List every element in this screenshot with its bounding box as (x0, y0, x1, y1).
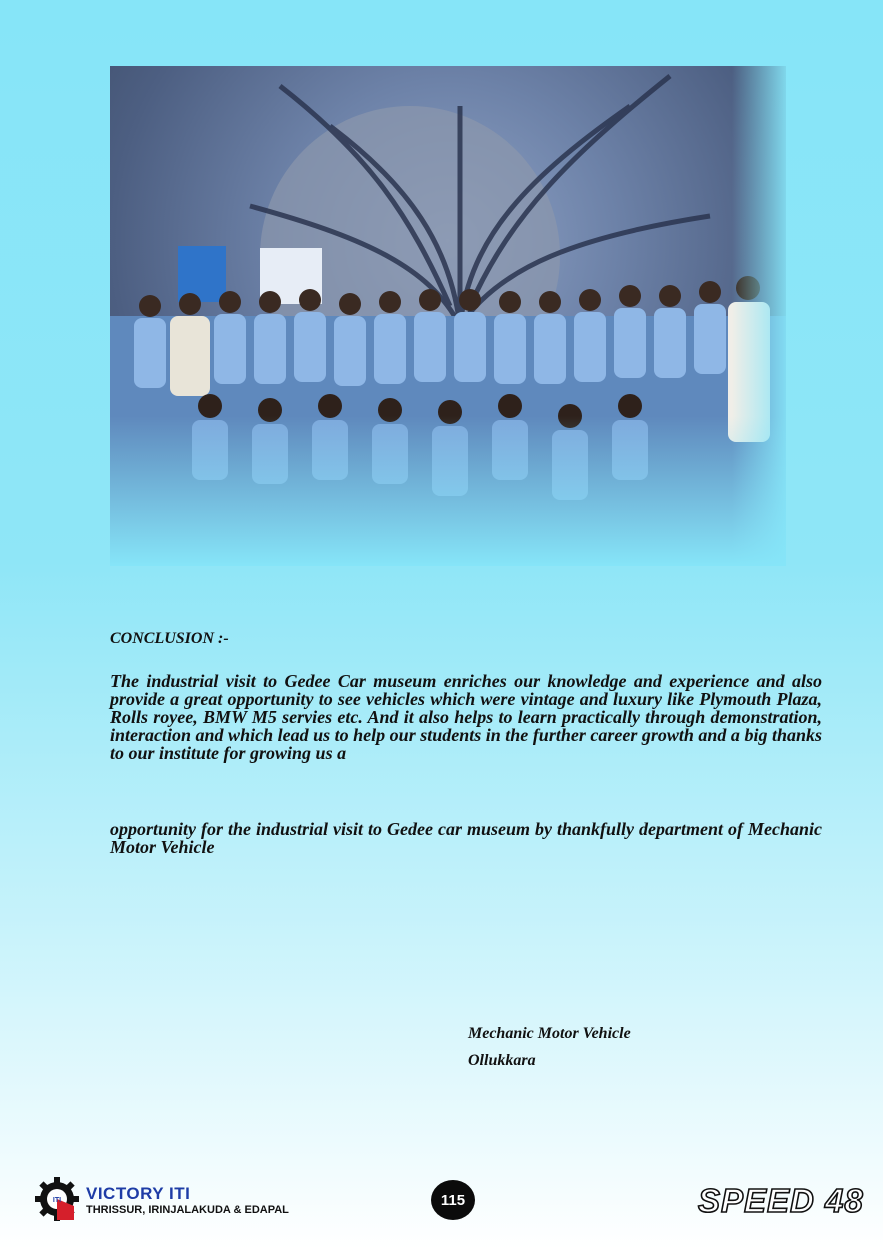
victory-iti-gear-logo-icon (34, 1176, 80, 1222)
magazine-title: SPEED 48 (698, 1182, 864, 1219)
brand-locations: THRISSUR, IRINJALAKUDA & EDAPAL (86, 1204, 289, 1216)
brand-name: VICTORY ITI (86, 1184, 191, 1203)
signature-location: Ollukkara (468, 1052, 536, 1069)
conclusion-heading: CONCLUSION :- (110, 630, 229, 647)
group-photo (110, 66, 786, 566)
conclusion-paragraph-1: The industrial visit to Gedee Car museum enriches our knowledge and experience and also provide a great opportunity to see vehicles which were vintage and luxury like Plymouth Plaza, Rolls royee, BMW M5 servies etc. And it also helps to learn practically through demonstration, interaction and which lead us to help our students in the further career growth and a big thanks to our institute for growing us a (110, 671, 822, 763)
logo-text: ITI (52, 1197, 62, 1204)
photo-illustration (110, 66, 786, 566)
conclusion-paragraph-2: opportunity for the industrial visit to Gedee car museum by thankfully department of Mechanic Motor Vehicle (110, 819, 822, 857)
signature-department: Mechanic Motor Vehicle (468, 1025, 631, 1042)
page-number: 115 (431, 1180, 475, 1220)
